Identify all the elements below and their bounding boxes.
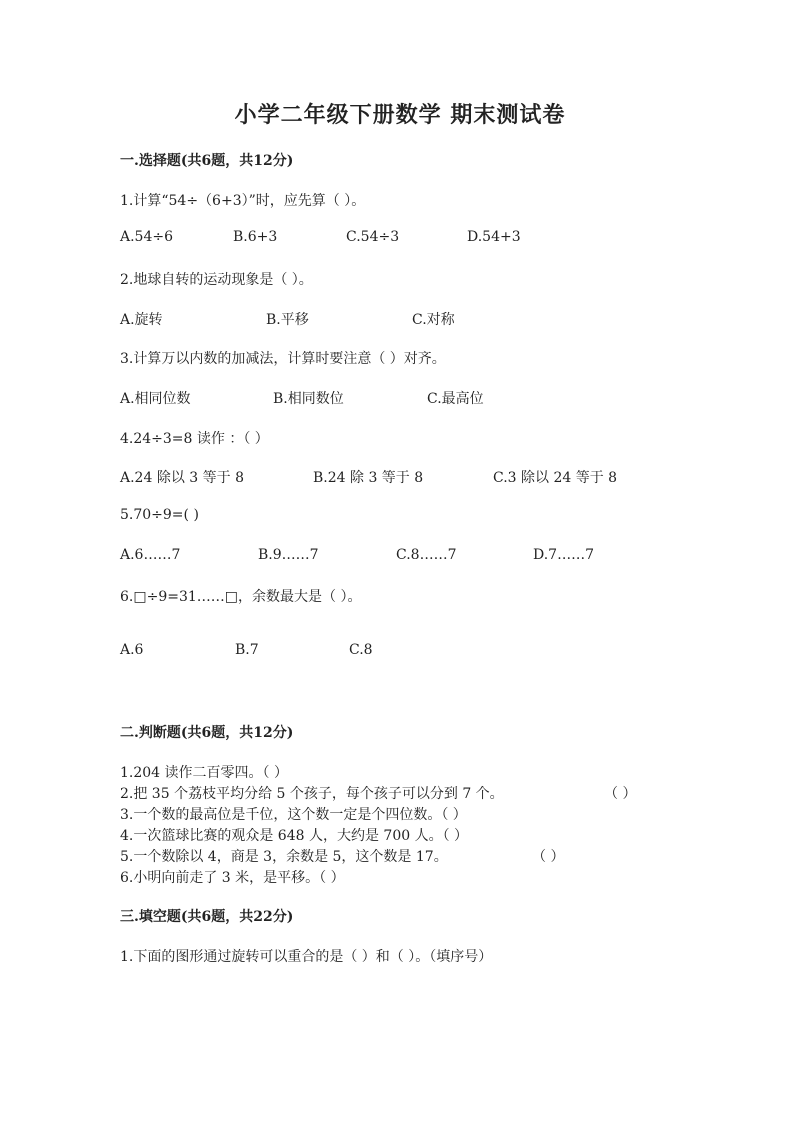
option-c: C.8……7: [396, 547, 457, 563]
option-c: C.对称: [412, 312, 455, 328]
section-heading-judgement: 二.判断题(共6题，共12分): [120, 725, 294, 741]
option-c: C.8: [349, 642, 373, 658]
question-text: 2.地球自转的运动现象是（ ）。: [120, 272, 313, 288]
option-a: A.旋转: [120, 312, 163, 328]
option-a: A.24 除以 3 等于 8: [120, 470, 244, 486]
option-c: C.最高位: [427, 391, 484, 407]
judgement-item: 3.一个数的最高位是千位，这个数一定是个四位数。（ ）: [120, 807, 467, 823]
option-b: B.24 除 3 等于 8: [313, 470, 424, 486]
option-a: A.相同位数: [120, 391, 191, 407]
question-text: 5.70÷9=( ): [120, 507, 199, 523]
judgement-item: 6.小明向前走了 3 米，是平移。（ ）: [120, 870, 345, 886]
option-d: D.7……7: [533, 547, 594, 563]
option-b: B.相同数位: [273, 391, 344, 407]
option-a: A.6: [120, 642, 144, 658]
option-b: B.平移: [266, 312, 309, 328]
judgement-item: 5.一个数除以 4，商是 3，余数是 5，这个数是 17。: [120, 849, 448, 865]
section-heading-choice: 一.选择题(共6题，共12分): [120, 153, 294, 169]
option-a: A.6……7: [120, 547, 181, 563]
option-a: A.54÷6: [120, 229, 174, 245]
option-b: B.6+3: [233, 229, 278, 245]
question-text: 6.□÷9=31……□，余数最大是（ ）。: [120, 589, 362, 605]
judgement-item: 1.204 读作二百零四。（ ）: [120, 765, 288, 781]
question-text: 4.24÷3=8 读作 ：（ ）: [120, 431, 269, 447]
answer-paren: （ ）: [532, 849, 565, 865]
answer-paren: （ ）: [604, 786, 637, 802]
option-d: D.54+3: [467, 229, 521, 245]
option-c: C.3 除以 24 等于 8: [493, 470, 618, 486]
page-title: 小学二年级下册数学 期末测试卷: [234, 102, 566, 128]
question-text: 1.下面的图形通过旋转可以重合的是（ ）和（ ）。（填序号）: [120, 949, 493, 965]
option-b: B.7: [235, 642, 259, 658]
option-b: B.9……7: [258, 547, 319, 563]
judgement-item: 2.把 35 个荔枝平均分给 5 个孩子，每个孩子可以分到 7 个。: [120, 786, 504, 802]
judgement-item: 4.一次篮球比赛的观众是 648 人，大约是 700 人。（ ）: [120, 828, 469, 844]
question-text: 1.计算“54÷（6+3）”时，应先算（ ）。: [120, 193, 366, 209]
question-text: 3.计算万以内数的加减法，计算时要注意（ ）对齐。: [120, 351, 446, 367]
section-heading-fill: 三.填空题(共6题，共22分): [120, 909, 294, 925]
option-c: C.54÷3: [346, 229, 400, 245]
